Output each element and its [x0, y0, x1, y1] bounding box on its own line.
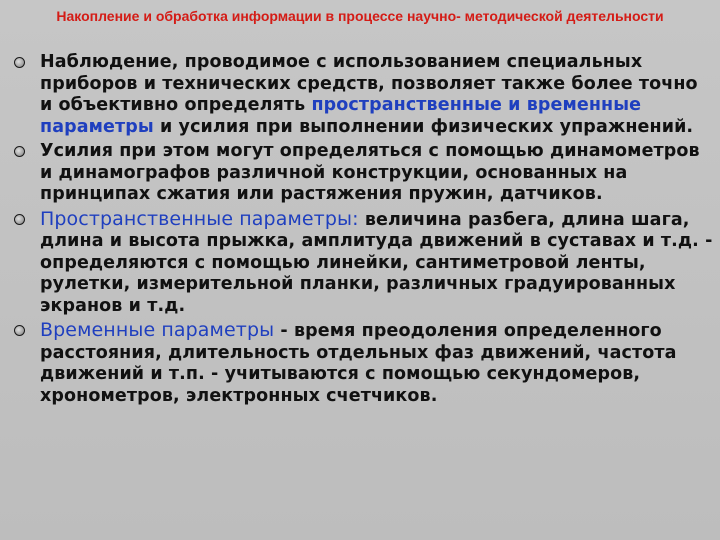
list-item	[14, 141, 714, 206]
item-highlight: Пространственные параметры:	[40, 207, 359, 230]
list-item	[14, 320, 714, 407]
item-text-after: и усилия при выполнении физических упражнений.	[153, 116, 694, 137]
bullet-list	[14, 52, 714, 407]
item-text-after: величина разбега, длина шага, длина и высота прыжка, амплитуда движений в суставах и т.д. - определяются с помощью линейки, сантиметровой ленты, рулетки, измерительной планки, различных градуированных экранов и т.д.	[40, 209, 713, 316]
item-highlight: Временные параметры	[40, 319, 275, 341]
circle-bullet-icon	[14, 57, 25, 68]
item-text: Наблюдение, проводимое с использованием специальных приборов и технических средств, позволяет также более точно и объективно определять	[40, 52, 698, 115]
circle-bullet-icon	[14, 325, 25, 336]
item-text-after: - время преодоления определенного расстояния, длительность отдельных фаз движений, частота движений и т.п. - учитываются с помощью секундомеров, хронометров, электронных счетчиков.	[40, 321, 677, 406]
item-highlight: пространственные и временные параметры	[40, 95, 642, 137]
circle-bullet-icon	[14, 146, 25, 157]
list-item	[14, 52, 714, 138]
slide-title: Накопление и обработка информации в процессе научно- методической деятельности	[56, 8, 664, 24]
circle-bullet-icon	[14, 214, 25, 225]
list-item	[14, 209, 714, 318]
item-text: Усилия при этом могут определяться с помощью динамометров и динамографов различной конструкции, основанных на принципах сжатия или растяжения пружин, датчиков.	[40, 141, 700, 204]
